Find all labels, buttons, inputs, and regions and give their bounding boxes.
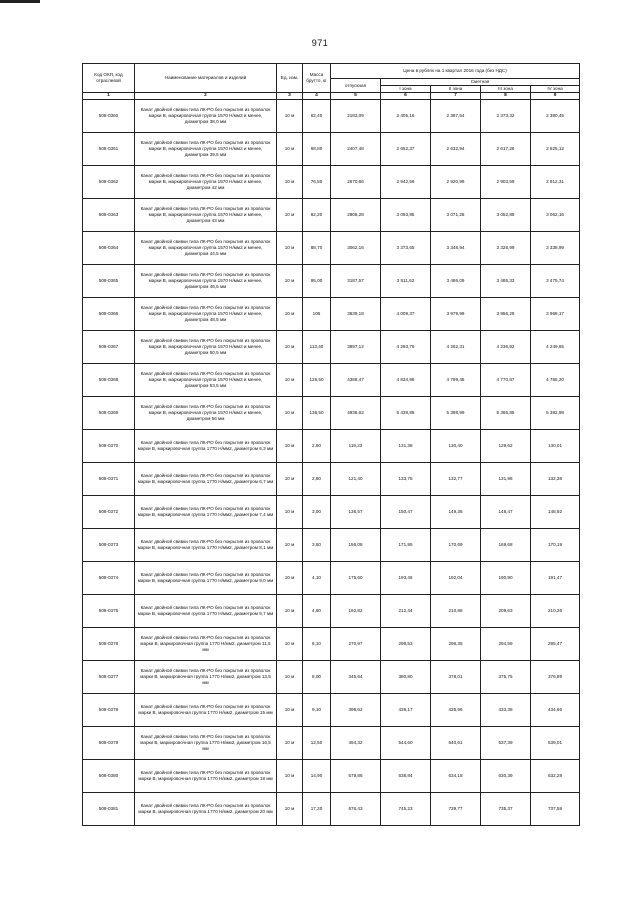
release-price-cell: 119,23	[331, 430, 381, 463]
zone-3-price-cell: 3 052,89	[481, 199, 531, 232]
code-cell: 508-0377	[83, 661, 135, 694]
zone-4-price-cell: 4 785,20	[531, 364, 580, 397]
unit-cell: 10 м	[277, 463, 303, 496]
code-cell: 508-0367	[83, 331, 135, 364]
zone-2-price-cell: 4 262,31	[431, 331, 481, 364]
zone-1-price-cell: 4 834,98	[381, 364, 431, 397]
release-price-cell: 2183,09	[331, 100, 381, 133]
zone-3-price-cell: 2 617,26	[481, 133, 531, 166]
code-cell: 508-0364	[83, 232, 135, 265]
zone-4-price-cell: 295,47	[531, 628, 580, 661]
zone-4-price-cell: 148,92	[531, 496, 580, 529]
zone-4-price-cell: 3 062,16	[531, 199, 580, 232]
weight-cell: 113,40	[303, 331, 331, 364]
zone-2-price-cell: 5 398,99	[431, 397, 481, 430]
code-cell: 508-0362	[83, 166, 135, 199]
zone-2-price-cell: 2 632,94	[431, 133, 481, 166]
zone-1-price-cell: 193,46	[381, 562, 431, 595]
code-cell: 508-0366	[83, 298, 135, 331]
name-cell: Канат двойной свивки типа ЛК-РО без покрытия из проволок марки В, маркировочная группа 1570 Н/мм2 и менее, диаметром 50,5 мм	[135, 331, 277, 364]
name-cell: Канат двойной свивки типа ЛК-РО без покрытия из проволок марки В, маркировочная группа 1770 Н/мм2, диаметром 16,5 мм	[135, 727, 277, 760]
zone-4-price-cell: 434,66	[531, 694, 580, 727]
zone-3-price-cell: 3 328,99	[481, 232, 531, 265]
unit-cell: 10 м	[277, 331, 303, 364]
release-price-cell: 676,43	[331, 793, 381, 826]
zone-1-price-cell: 3 511,62	[381, 265, 431, 298]
weight-cell: 62,40	[303, 100, 331, 133]
weight-cell: 9,10	[303, 694, 331, 727]
zone-4-price-cell: 3 968,17	[531, 298, 580, 331]
release-price-cell: 2808,28	[331, 199, 381, 232]
name-cell: Канат двойной свивки типа ЛК-РО без покрытия из проволок марки В, маркировочная группа 1770 Н/мм2, диаметром 9,0 мм	[135, 562, 277, 595]
code-cell: 508-0380	[83, 760, 135, 793]
name-cell: Канат двойной свивки типа ЛК-РО без покрытия из проволок марки В, маркировочная группа 1570 Н/мм2 и менее, диаметром 53,5 мм	[135, 364, 277, 397]
name-cell: Канат двойной свивки типа ЛК-РО без покрытия из проволок марки В, маркировочная группа 1570 Н/мм2 и менее, диаметром 38,0 мм	[135, 100, 277, 133]
release-price-cell: 398,62	[331, 694, 381, 727]
zone-2-price-cell: 2 387,54	[431, 100, 481, 133]
weight-cell: 17,20	[303, 793, 331, 826]
unit-cell: 10 м	[277, 628, 303, 661]
weight-cell: 4,80	[303, 595, 331, 628]
column-number: 3	[277, 93, 303, 100]
table-row	[83, 199, 580, 232]
zone-1-price-cell: 2 405,16	[381, 100, 431, 133]
code-cell: 508-0368	[83, 364, 135, 397]
zone-1-price-cell: 4 293,76	[381, 331, 431, 364]
unit-cell: 10 м	[277, 595, 303, 628]
zone-3-price-cell: 131,98	[481, 463, 531, 496]
name-cell: Канат двойной свивки типа ЛК-РО без покрытия из проволок марки В, маркировочная группа 1570 Н/мм2 и менее, диаметром 39,5 мм	[135, 133, 277, 166]
name-cell: Канат двойной свивки типа ЛК-РО без покрытия из проволок марки В, маркировочная группа 1570 Н/мм2 и менее, диаметром 48,5 мм	[135, 298, 277, 331]
zone-2-price-cell: 149,36	[431, 496, 481, 529]
table-row	[83, 100, 580, 133]
unit-cell: 10 м	[277, 265, 303, 298]
release-price-cell: 3062,16	[331, 232, 381, 265]
zone-2-price-cell: 3 486,09	[431, 265, 481, 298]
unit-cell: 10 м	[277, 727, 303, 760]
zone-1-price-cell: 5 438,85	[381, 397, 431, 430]
unit-cell: 10 м	[277, 199, 303, 232]
column-number: 9	[531, 93, 580, 100]
table-row	[83, 694, 580, 727]
code-cell: 508-0372	[83, 496, 135, 529]
column-number: 1	[83, 93, 135, 100]
code-cell: 508-0361	[83, 133, 135, 166]
code-cell: 508-0376	[83, 628, 135, 661]
header-zone-2: II зона	[431, 86, 481, 93]
release-price-cell: 579,86	[331, 760, 381, 793]
weight-cell: 136,50	[303, 397, 331, 430]
scan-mark	[0, 0, 40, 3]
zone-4-price-cell: 3 338,99	[531, 232, 580, 265]
name-cell: Канат двойной свивки типа ЛК-РО без покрытия из проволок марки В, маркировочная группа 1570 Н/мм2 и менее, диаметром 56 мм	[135, 397, 277, 430]
name-cell: Канат двойной свивки типа ЛК-РО без покрытия из проволок марки В, маркировочная группа 1770 Н/мм2, диаметром 7,4 мм	[135, 496, 277, 529]
table-row	[83, 529, 580, 562]
code-cell: 508-0365	[83, 265, 135, 298]
zone-3-price-cell: 630,39	[481, 760, 531, 793]
weight-cell: 4,10	[303, 562, 331, 595]
release-price-cell: 3639,18	[331, 298, 381, 331]
release-price-cell: 270,97	[331, 628, 381, 661]
weight-cell: 14,90	[303, 760, 331, 793]
name-cell: Канат двойной свивки типа ЛК-РО без покрытия из проволок марки В, маркировочная группа 1770 Н/мм2, диаметром 20 мм	[135, 793, 277, 826]
release-price-cell: 192,82	[331, 595, 381, 628]
header-zone-3: III зона	[481, 86, 531, 93]
header-weight: Масса брутто, кг	[303, 64, 331, 93]
header-zone-1: I зона	[381, 86, 431, 93]
zone-2-price-cell: 378,01	[431, 661, 481, 694]
zone-2-price-cell: 132,77	[431, 463, 481, 496]
name-cell: Канат двойной свивки типа ЛК-РО без покрытия из проволок марки В, маркировочная группа 1770 Н/мм2, диаметром 15 мм	[135, 694, 277, 727]
table-row	[83, 133, 580, 166]
release-price-cell: 2407,48	[331, 133, 381, 166]
release-price-cell: 175,60	[331, 562, 381, 595]
zone-3-price-cell: 209,63	[481, 595, 531, 628]
name-cell: Канат двойной свивки типа ЛК-РО без покрытия из проволок марки В, маркировочная группа 1770 Н/мм2, диаметром 11,5 мм	[135, 628, 277, 661]
code-cell: 508-0379	[83, 727, 135, 760]
column-number: 5	[331, 93, 381, 100]
unit-cell: 10 м	[277, 562, 303, 595]
zone-4-price-cell: 2 625,12	[531, 133, 580, 166]
zone-1-price-cell: 171,95	[381, 529, 431, 562]
table-row	[83, 661, 580, 694]
zone-3-price-cell: 537,39	[481, 727, 531, 760]
table-row	[83, 430, 580, 463]
zone-3-price-cell: 5 365,85	[481, 397, 531, 430]
name-cell: Канат двойной свивки типа ЛК-РО без покрытия из проволок марки В, маркировочная группа 1770 Н/мм2, диаметром 6,3 мм	[135, 430, 277, 463]
table-row	[83, 397, 580, 430]
zone-4-price-cell: 539,01	[531, 727, 580, 760]
unit-cell: 10 м	[277, 496, 303, 529]
page-number: 971	[311, 38, 329, 48]
unit-cell: 10 м	[277, 133, 303, 166]
zone-2-price-cell: 3 348,94	[431, 232, 481, 265]
zone-3-price-cell: 129,62	[481, 430, 531, 463]
release-price-cell: 345,64	[331, 661, 381, 694]
unit-cell: 10 м	[277, 529, 303, 562]
zone-2-price-cell: 130,40	[431, 430, 481, 463]
zone-2-price-cell: 739,77	[431, 793, 481, 826]
name-cell: Канат двойной свивки типа ЛК-РО без покрытия из проволок марки В, маркировочная группа 1770 Н/мм2, диаметром 13,5 мм	[135, 661, 277, 694]
zone-2-price-cell: 634,18	[431, 760, 481, 793]
table-row	[83, 232, 580, 265]
zone-2-price-cell: 192,04	[431, 562, 481, 595]
code-cell: 508-0371	[83, 463, 135, 496]
weight-cell: 3,50	[303, 529, 331, 562]
zone-3-price-cell: 294,59	[481, 628, 531, 661]
table-row	[83, 727, 580, 760]
header-price-group: Цена в рублях на 1 квартал 2016 года (без НДС)	[331, 64, 580, 79]
name-cell: Канат двойной свивки типа ЛК-РО без покрытия из проволок марки В, маркировочная группа 1570 Н/мм2 и менее, диаметром 43 мм	[135, 199, 277, 232]
release-price-cell: 136,57	[331, 496, 381, 529]
zone-4-price-cell: 2 912,31	[531, 166, 580, 199]
column-number: 7	[431, 93, 481, 100]
table-row	[83, 628, 580, 661]
zone-4-price-cell: 170,19	[531, 529, 580, 562]
unit-cell: 10 м	[277, 166, 303, 199]
zone-4-price-cell: 132,38	[531, 463, 580, 496]
zone-4-price-cell: 3 475,74	[531, 265, 580, 298]
weight-cell: 95,00	[303, 265, 331, 298]
zone-1-price-cell: 439,17	[381, 694, 431, 727]
zone-1-price-cell: 4 009,37	[381, 298, 431, 331]
header-zone-4: IV зона	[531, 86, 580, 93]
zone-4-price-cell: 632,28	[531, 760, 580, 793]
unit-cell: 10 м	[277, 364, 303, 397]
zone-1-price-cell: 745,23	[381, 793, 431, 826]
weight-cell: 3,00	[303, 496, 331, 529]
zone-2-price-cell: 170,69	[431, 529, 481, 562]
column-number-row	[83, 93, 580, 100]
weight-cell: 82,20	[303, 199, 331, 232]
table-row	[83, 595, 580, 628]
weight-cell: 76,50	[303, 166, 331, 199]
weight-cell: 105	[303, 298, 331, 331]
zone-2-price-cell: 2 920,99	[431, 166, 481, 199]
release-price-cell: 3897,12	[331, 331, 381, 364]
header-release: отпускная	[331, 79, 381, 93]
unit-cell: 10 м	[277, 100, 303, 133]
zone-1-price-cell: 133,75	[381, 463, 431, 496]
weight-cell: 6,10	[303, 628, 331, 661]
zone-2-price-cell: 3 979,99	[431, 298, 481, 331]
zone-4-price-cell: 210,26	[531, 595, 580, 628]
weight-cell: 2,80	[303, 463, 331, 496]
zone-1-price-cell: 544,60	[381, 727, 431, 760]
price-table	[82, 63, 580, 826]
unit-cell: 10 м	[277, 397, 303, 430]
zone-3-price-cell: 375,75	[481, 661, 531, 694]
column-number: 2	[135, 93, 277, 100]
column-number: 6	[381, 93, 431, 100]
zone-3-price-cell: 4 770,87	[481, 364, 531, 397]
code-cell: 508-0373	[83, 529, 135, 562]
zone-4-price-cell: 376,89	[531, 661, 580, 694]
zone-2-price-cell: 540,61	[431, 727, 481, 760]
unit-cell: 10 м	[277, 430, 303, 463]
release-price-cell: 2670,66	[331, 166, 381, 199]
zone-4-price-cell: 737,58	[531, 793, 580, 826]
name-cell: Канат двойной свивки типа ЛК-РО без покрытия из проволок марки В, маркировочная группа 1570 Н/мм2 и менее, диаметром 46,5 мм	[135, 265, 277, 298]
zone-3-price-cell: 3 465,33	[481, 265, 531, 298]
code-cell: 508-0370	[83, 430, 135, 463]
weight-cell: 68,80	[303, 133, 331, 166]
table-row	[83, 496, 580, 529]
name-cell: Канат двойной свивки типа ЛК-РО без покрытия из проволок марки В, маркировочная группа 1570 Н/мм2 и менее, диаметром 42 мм	[135, 166, 277, 199]
table-row	[83, 364, 580, 397]
table-row	[83, 463, 580, 496]
release-price-cell: 121,40	[331, 463, 381, 496]
unit-cell: 10 м	[277, 232, 303, 265]
code-cell: 508-0363	[83, 199, 135, 232]
weight-cell: 126,50	[303, 364, 331, 397]
zone-1-price-cell: 131,38	[381, 430, 431, 463]
code-cell: 508-0378	[83, 694, 135, 727]
table-row	[83, 760, 580, 793]
zone-1-price-cell: 150,47	[381, 496, 431, 529]
zone-1-price-cell: 2 942,56	[381, 166, 431, 199]
table-row	[83, 265, 580, 298]
header-name: Наименование материалов и изделий	[135, 64, 277, 93]
unit-cell: 10 м	[277, 694, 303, 727]
code-cell: 508-0369	[83, 397, 135, 430]
zone-4-price-cell: 4 249,65	[531, 331, 580, 364]
table-row	[83, 166, 580, 199]
code-cell: 508-0381	[83, 793, 135, 826]
zone-2-price-cell: 435,96	[431, 694, 481, 727]
header-code: Код ОКП, код отраслевой	[83, 64, 135, 93]
code-cell: 508-0360	[83, 100, 135, 133]
code-cell: 508-0375	[83, 595, 135, 628]
release-price-cell: 4936,62	[331, 397, 381, 430]
table-row	[83, 298, 580, 331]
zone-3-price-cell: 190,90	[481, 562, 531, 595]
unit-cell: 10 м	[277, 760, 303, 793]
column-number: 8	[481, 93, 531, 100]
release-price-cell: 3187,57	[331, 265, 381, 298]
zone-3-price-cell: 433,38	[481, 694, 531, 727]
header-estimate: Сметная	[381, 79, 580, 86]
release-price-cell: 4388,47	[331, 364, 381, 397]
zone-1-price-cell: 380,80	[381, 661, 431, 694]
zone-1-price-cell: 638,84	[381, 760, 431, 793]
zone-4-price-cell: 191,47	[531, 562, 580, 595]
name-cell: Канат двойной свивки типа ЛК-РО без покрытия из проволок марки В, маркировочная группа 1570 Н/мм2 и менее, диаметром 44,5 мм	[135, 232, 277, 265]
zone-3-price-cell: 4 236,92	[481, 331, 531, 364]
zone-2-price-cell: 4 799,45	[431, 364, 481, 397]
zone-3-price-cell: 2 903,59	[481, 166, 531, 199]
zone-3-price-cell: 2 373,32	[481, 100, 531, 133]
zone-3-price-cell: 3 956,29	[481, 298, 531, 331]
zone-4-price-cell: 130,01	[531, 430, 580, 463]
code-cell: 508-0374	[83, 562, 135, 595]
zone-3-price-cell: 735,37	[481, 793, 531, 826]
table-row	[83, 793, 580, 826]
zone-3-price-cell: 148,47	[481, 496, 531, 529]
name-cell: Канат двойной свивки типа ЛК-РО без покрытия из проволок марки В, маркировочная группа 1770 Н/мм2, диаметром 6,7 мм	[135, 463, 277, 496]
table-row	[83, 331, 580, 364]
column-number: 4	[303, 93, 331, 100]
release-price-cell: 156,08	[331, 529, 381, 562]
unit-cell: 10 м	[277, 298, 303, 331]
header-unit: Ед. изм.	[277, 64, 303, 93]
zone-1-price-cell: 2 652,37	[381, 133, 431, 166]
weight-cell: 8,00	[303, 661, 331, 694]
name-cell: Канат двойной свивки типа ЛК-РО без покрытия из проволок марки В, маркировочная группа 1770 Н/мм2, диаметром 8,1 мм	[135, 529, 277, 562]
name-cell: Канат двойной свивки типа ЛК-РО без покрытия из проволок марки В, маркировочная группа 1770 Н/мм2, диаметром 9,7 мм	[135, 595, 277, 628]
zone-2-price-cell: 210,88	[431, 595, 481, 628]
weight-cell: 2,60	[303, 430, 331, 463]
zone-4-price-cell: 5 382,98	[531, 397, 580, 430]
zone-1-price-cell: 3 373,65	[381, 232, 431, 265]
zone-2-price-cell: 3 071,28	[431, 199, 481, 232]
unit-cell: 10 м	[277, 661, 303, 694]
zone-1-price-cell: 3 093,95	[381, 199, 431, 232]
unit-cell: 10 м	[277, 793, 303, 826]
zone-1-price-cell: 298,53	[381, 628, 431, 661]
zone-3-price-cell: 169,68	[481, 529, 531, 562]
zone-2-price-cell: 296,35	[431, 628, 481, 661]
zone-4-price-cell: 2 380,45	[531, 100, 580, 133]
weight-cell: 12,50	[303, 727, 331, 760]
release-price-cell: 494,32	[331, 727, 381, 760]
table-row	[83, 562, 580, 595]
zone-1-price-cell: 212,44	[381, 595, 431, 628]
name-cell: Канат двойной свивки типа ЛК-РО без покрытия из проволок марки В, маркировочная группа 1770 Н/мм2, диаметром 18 мм	[135, 760, 277, 793]
weight-cell: 88,70	[303, 232, 331, 265]
